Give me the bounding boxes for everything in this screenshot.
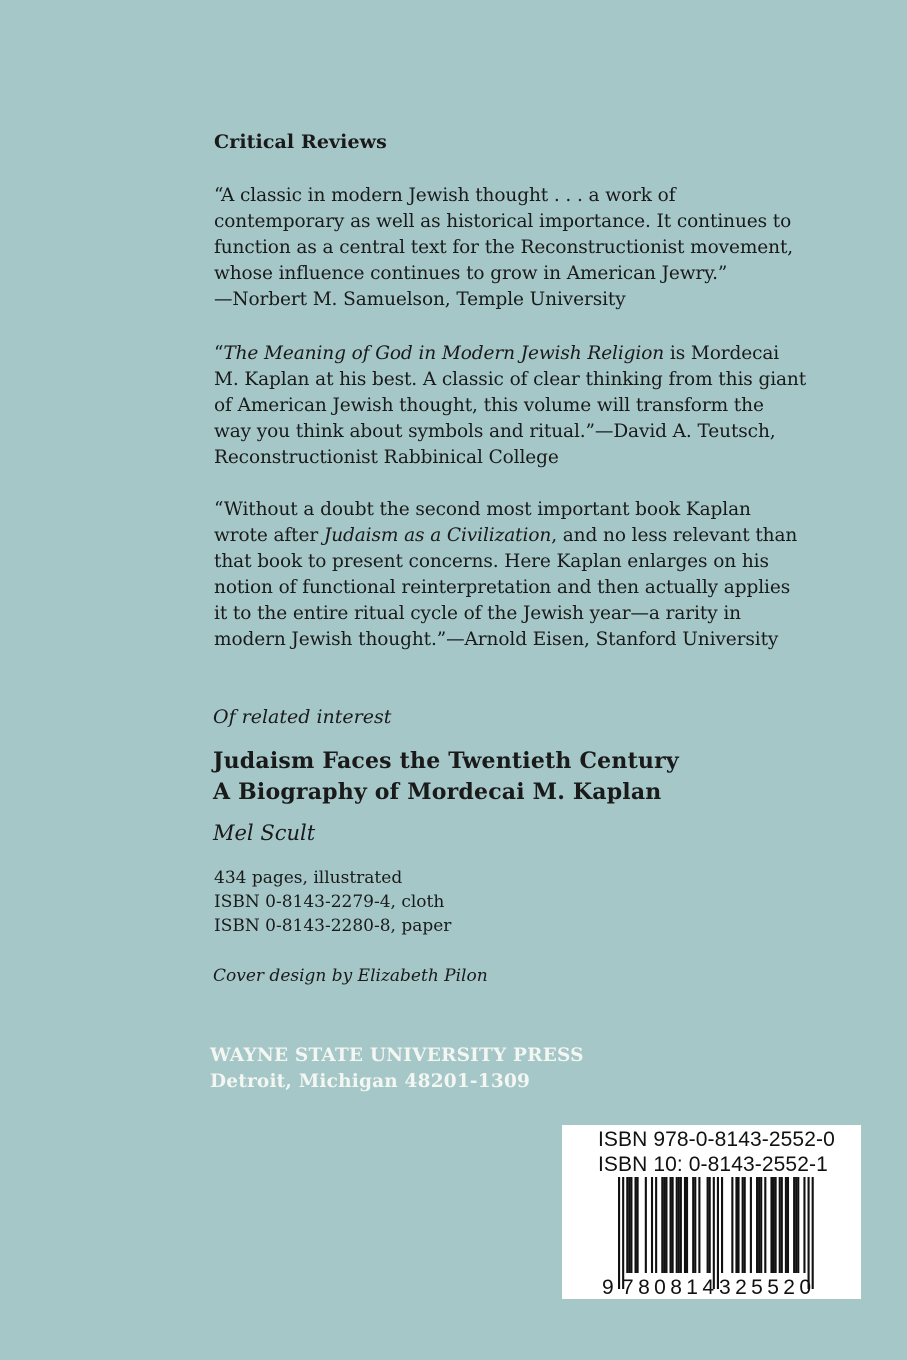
- barcode-bar: [676, 1177, 678, 1273]
- review-line: it to the entire ritual cycle of the Jewish year—a rarity in: [214, 603, 741, 624]
- barcode-bar: [626, 1177, 628, 1273]
- barcode-bar: [775, 1177, 777, 1273]
- related-book-author: Mel Scult: [213, 821, 316, 845]
- barcode-bar: [737, 1177, 739, 1273]
- barcode-bar: [665, 1177, 667, 1273]
- review-line: whose influence continues to grow in American Jewry.”: [214, 263, 728, 284]
- barcode-bar: [717, 1177, 719, 1289]
- book-title-italic: Judaism as a Civilization: [323, 525, 552, 546]
- review-line: way you think about symbols and ritual.”—David A. Teutsch,: [214, 421, 776, 442]
- review-line: M. Kaplan at his best. A classic of clear thinking from this giant: [214, 369, 807, 390]
- barcode-bar: [655, 1177, 657, 1273]
- related-book-details: [214, 866, 451, 938]
- review-samuelson: [214, 183, 794, 313]
- review-line: notion of functional reinterpretation and then actually applies: [214, 577, 791, 598]
- barcode-bar: [630, 1177, 632, 1273]
- related-book-subtitle-line: A Biography of Mordecai M. Kaplan: [213, 779, 662, 805]
- review-text: wrote after: [214, 525, 324, 546]
- barcode-bar: [773, 1177, 775, 1273]
- barcode-bar: [634, 1177, 636, 1273]
- review-line: “Without a doubt the second most important book Kaplan: [214, 499, 751, 520]
- barcode-bar: [661, 1177, 663, 1273]
- review-line: [214, 523, 798, 549]
- barcode-bar: [808, 1177, 810, 1289]
- barcode-bar: [709, 1177, 711, 1273]
- book-title-italic: The Meaning of God in Modern Jewish Religion: [223, 343, 665, 364]
- review-line: “A classic in modern Jewish thought . . . a work of: [214, 185, 676, 206]
- barcode-panel: [562, 1125, 861, 1299]
- isbn-cloth: ISBN 0-8143-2279-4, cloth: [214, 892, 445, 912]
- barcode-bar: [692, 1177, 694, 1273]
- barcode-bar: [721, 1177, 723, 1273]
- related-book-title: [213, 746, 679, 808]
- barcode-bar: [750, 1177, 752, 1273]
- critical-reviews-heading: Critical Reviews: [214, 131, 387, 153]
- review-line: [214, 341, 794, 367]
- review-line: that book to present concerns. Here Kaplan enlarges on his: [214, 551, 769, 572]
- review-attribution: modern Jewish thought.”—Arnold Eisen, Stanford University: [214, 629, 779, 650]
- barcode-bar: [663, 1177, 665, 1273]
- review-line: function as a central text for the Reconstructionist movement,: [214, 237, 794, 258]
- review-line: of American Jewish thought, this volume will transform the: [214, 395, 764, 416]
- barcode-bar: [713, 1177, 715, 1289]
- barcode-bar: [758, 1177, 760, 1273]
- barcode-bar: [680, 1177, 682, 1273]
- barcode-bar: [756, 1177, 758, 1273]
- review-teutsch: [214, 341, 807, 471]
- barcode-bar: [707, 1177, 709, 1273]
- page-count: 434 pages, illustrated: [214, 868, 403, 888]
- barcode-bar: [742, 1177, 744, 1273]
- barcode-bar: [744, 1177, 746, 1273]
- barcode-right-digits: 325520: [719, 1276, 811, 1297]
- barcode-left-digits: 780814: [622, 1276, 714, 1297]
- barcode-bar: [793, 1177, 795, 1273]
- barcode-first-digit: 9: [602, 1276, 614, 1297]
- review-text: is Mordecai: [664, 343, 780, 364]
- publisher-block: [210, 1043, 584, 1095]
- publisher-name: WAYNE STATE UNIVERSITY PRESS: [210, 1045, 584, 1066]
- barcode-bar: [684, 1177, 686, 1273]
- related-interest-label: Of related interest: [213, 706, 392, 728]
- barcode-bar: [781, 1177, 783, 1273]
- barcode-bar: [686, 1177, 688, 1273]
- review-eisen: [214, 497, 798, 653]
- barcode-bar: [760, 1177, 762, 1273]
- barcode-bar: [803, 1177, 805, 1273]
- barcode-bar: [694, 1177, 696, 1273]
- review-attribution: —Norbert M. Samuelson, Temple University: [214, 289, 626, 310]
- barcode-bar: [698, 1177, 700, 1273]
- barcode-bar: [618, 1177, 620, 1289]
- barcode-bar: [779, 1177, 781, 1273]
- review-text: , and no less relevant than: [551, 525, 798, 546]
- isbn-13-label: ISBN 978-0-8143-2552-0: [598, 1128, 835, 1151]
- isbn-10-label: ISBN 10: 0-8143-2552-1: [598, 1153, 828, 1176]
- barcode-bar: [812, 1177, 814, 1289]
- barcode-bar: [628, 1177, 630, 1273]
- barcode-bar: [622, 1177, 624, 1289]
- barcode-bar: [678, 1177, 680, 1273]
- barcode-bar: [764, 1177, 766, 1273]
- cover-design-credit: Cover design by Elizabeth Pilon: [213, 966, 488, 986]
- barcode-bar: [637, 1177, 639, 1273]
- quote-mark: “: [214, 343, 224, 364]
- barcode-bar: [770, 1177, 772, 1273]
- barcode-bar: [797, 1177, 799, 1273]
- barcode-bars: [618, 1177, 814, 1289]
- barcode-bar: [731, 1177, 733, 1273]
- barcode-bar: [785, 1177, 787, 1273]
- barcode-bar: [672, 1177, 674, 1273]
- isbn-paper: ISBN 0-8143-2280-8, paper: [214, 916, 452, 936]
- barcode-icon: [562, 1177, 861, 1297]
- barcode-bar: [651, 1177, 653, 1273]
- barcode-bar: [735, 1177, 737, 1273]
- review-line: contemporary as well as historical importance. It continues to: [214, 211, 792, 232]
- review-attribution: Reconstructionist Rabbinical College: [214, 447, 559, 468]
- barcode-bar: [645, 1177, 647, 1273]
- publisher-address: Detroit, Michigan 48201-1309: [210, 1071, 531, 1092]
- barcode-bar: [670, 1177, 672, 1273]
- barcode-bar: [787, 1177, 789, 1273]
- barcode-bar: [795, 1177, 797, 1273]
- related-book-title-line: Judaism Faces the Twentieth Century: [213, 748, 679, 774]
